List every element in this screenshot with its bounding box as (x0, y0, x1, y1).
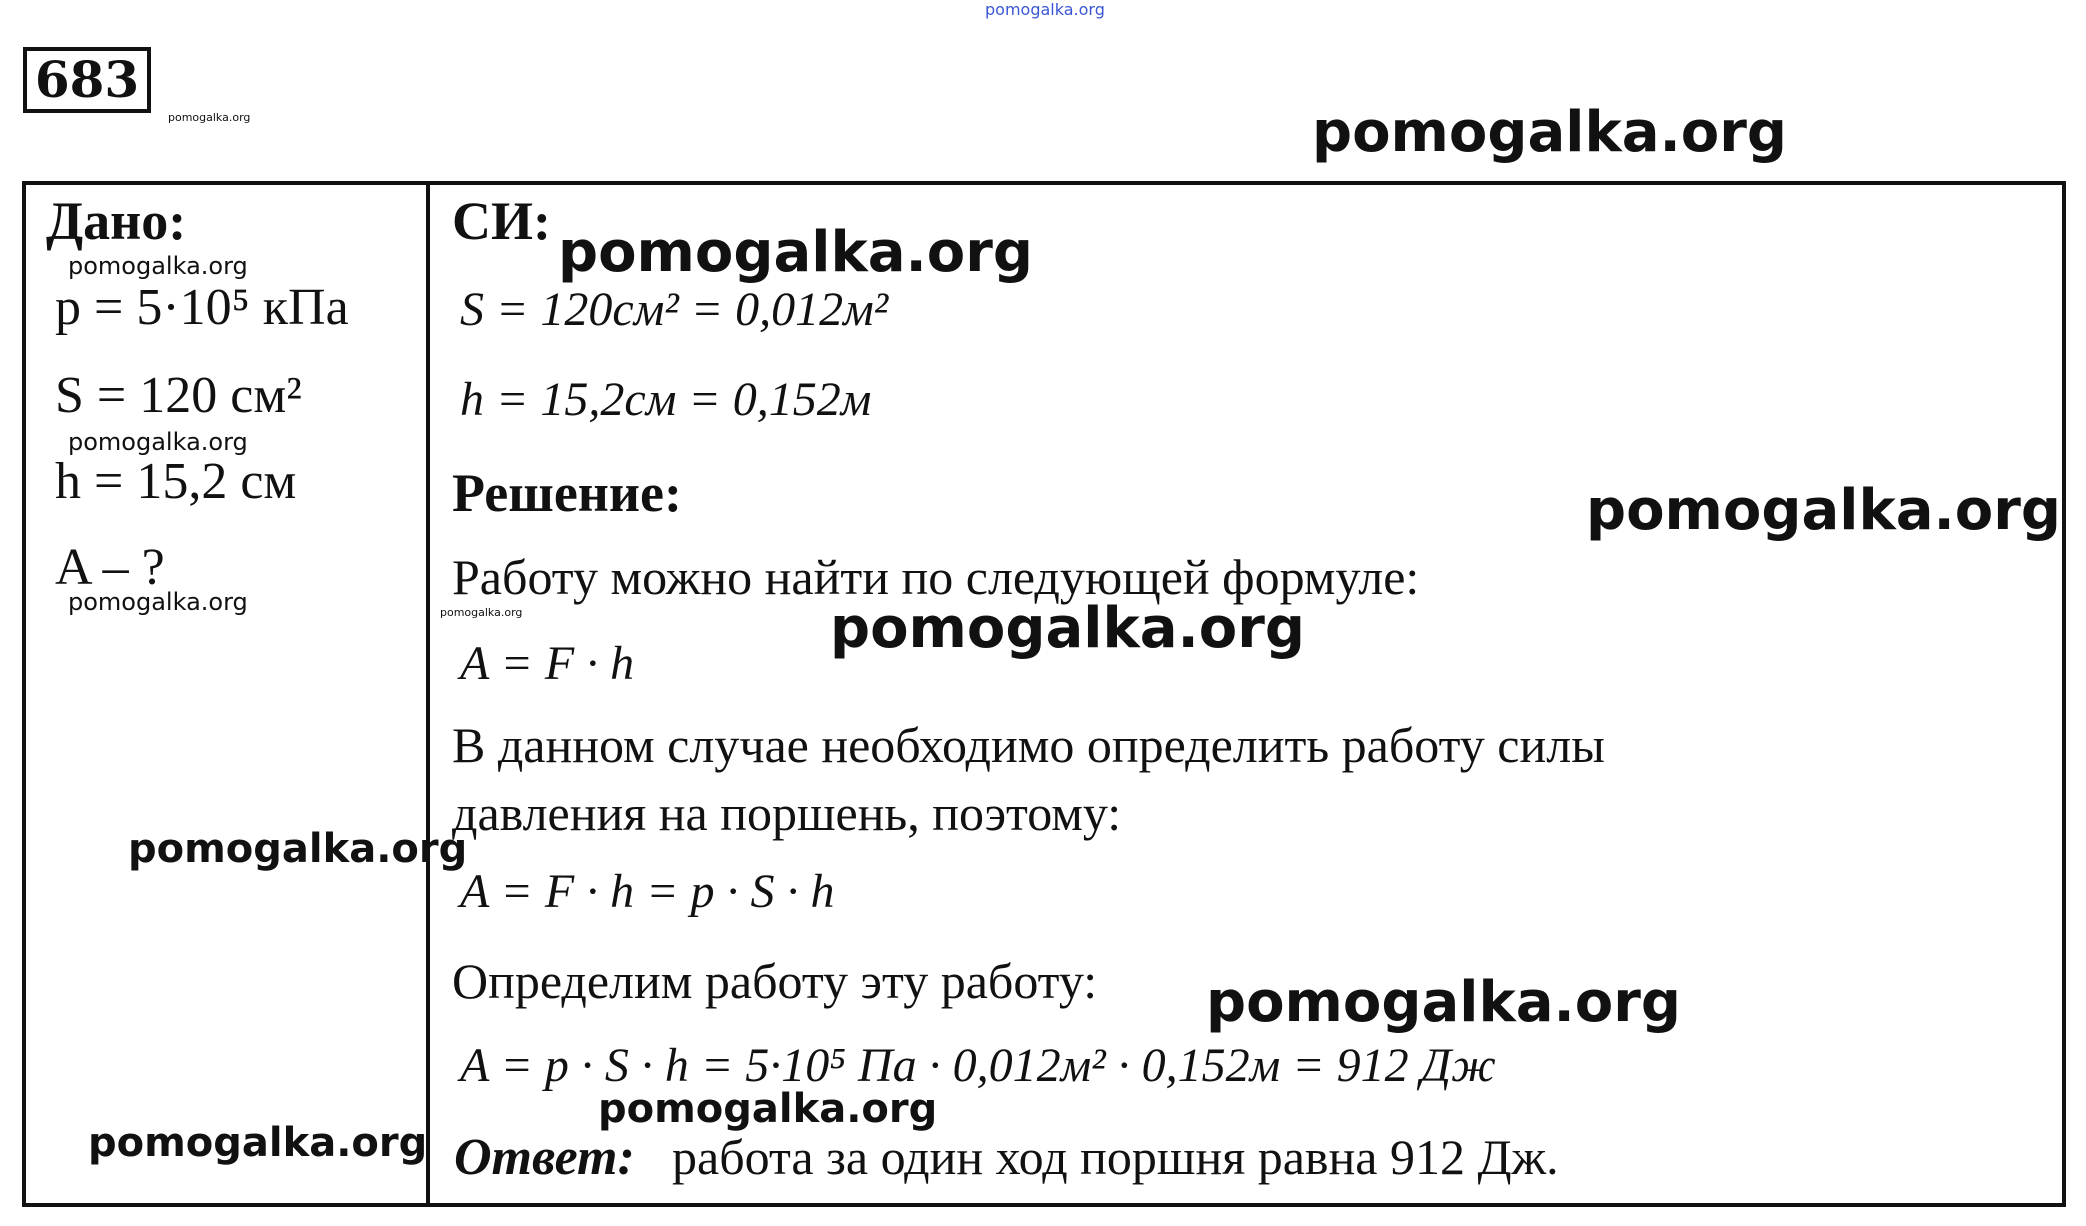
formula-work-result: A = p · S · h = 5·10⁵ Па · 0,012м² · 0,152м = 912 Дж (460, 1039, 1496, 1092)
watermark-given-2: pomogalka.org (68, 428, 248, 456)
solution-line-3: Определим работу эту работу: (452, 953, 1098, 1009)
given-pressure: p = 5·10⁵ кПа (55, 279, 349, 336)
solution-line-1: Работу можно найти по следующей формуле: (452, 549, 1420, 605)
watermark-given-5: pomogalka.org (88, 1120, 428, 1166)
answer-label: Ответ: (454, 1129, 635, 1186)
watermark-solution-center: pomogalka.org (830, 596, 1305, 661)
si-area-conversion: S = 120см² = 0,012м² (460, 283, 889, 336)
watermark-solution-right: pomogalka.org (1586, 478, 2061, 543)
watermark-solution-bottom: pomogalka.org (598, 1086, 938, 1132)
watermark-tiny: pomogalka.org (168, 111, 251, 124)
top-watermark: pomogalka.org (985, 0, 1105, 19)
si-height-conversion: h = 15,2см = 0,152м (460, 373, 872, 426)
solution-heading: Решение: (452, 463, 682, 523)
watermark-header: pomogalka.org (1312, 100, 1787, 165)
solution-line-2b: давления на поршень, поэтому: (452, 785, 1122, 841)
watermark-given-3: pomogalka.org (68, 588, 248, 616)
si-heading: СИ: (452, 191, 551, 251)
watermark-given-1: pomogalka.org (68, 252, 248, 280)
given-unknown: A – ? (55, 539, 165, 596)
given-height: h = 15,2 см (55, 453, 297, 510)
problem-number: 683 (23, 47, 151, 113)
solution-line-2a: В данном случае необходимо определить работу силы (452, 717, 1605, 773)
watermark-si: pomogalka.org (558, 220, 1033, 285)
table-divider (426, 183, 430, 1205)
watermark-tiny-2: pomogalka.org (440, 606, 523, 619)
watermark-given-4: pomogalka.org (128, 826, 468, 872)
given-heading: Дано: (46, 191, 187, 251)
given-area: S = 120 см² (55, 367, 302, 424)
watermark-solution-lower: pomogalka.org (1206, 970, 1681, 1035)
answer-text: работа за один ход поршня равна 912 Дж. (672, 1129, 1559, 1185)
formula-work-pressure: A = F · h = p · S · h (460, 865, 835, 918)
formula-work-basic: A = F · h (460, 637, 635, 690)
